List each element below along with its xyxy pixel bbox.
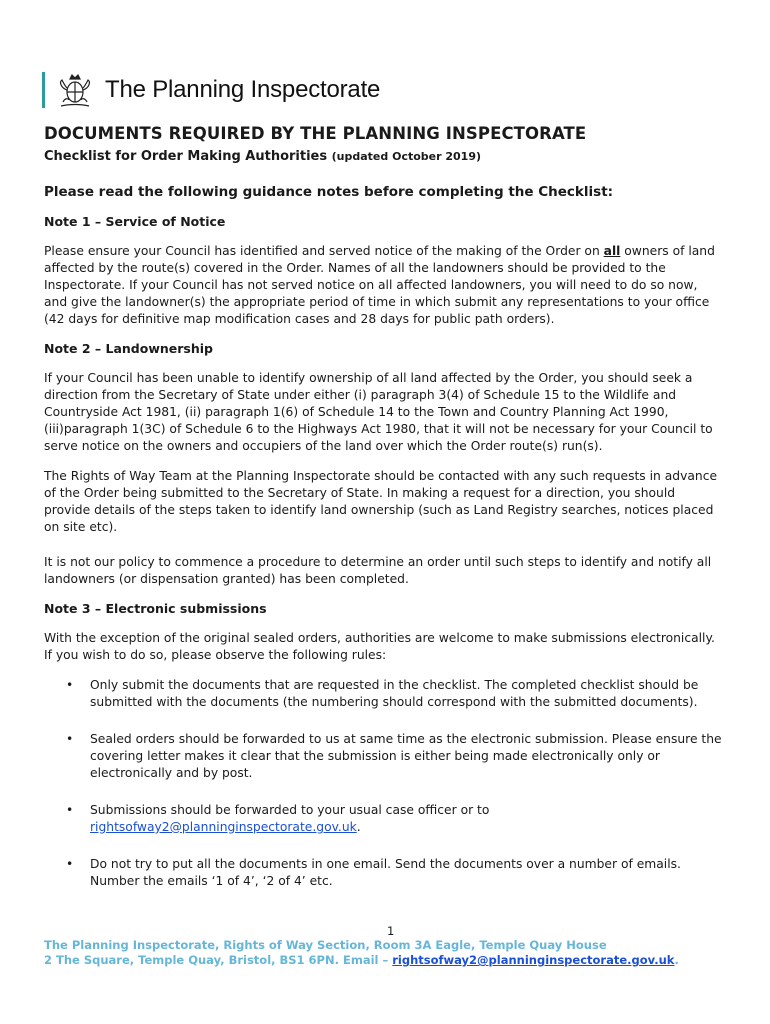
- note1-emphasis: all: [603, 244, 621, 258]
- note1-paragraph: [44, 243, 724, 328]
- rule-text: Submissions should be forwarded to your usual case officer or to: [90, 803, 490, 817]
- footer-address-text: 2 The Square, Temple Quay, Bristol, BS1 6PN. Email –: [44, 953, 393, 967]
- footer-line-end: .: [674, 953, 679, 967]
- bullet-icon: •: [66, 732, 74, 746]
- rule-text: Sealed orders should be forwarded to us at same time as the electronic submission. Please ensure the covering letter makes it clear that the submission is either being made electronically only or electronically and by post.: [90, 732, 722, 780]
- logo-accent-bar: [42, 72, 45, 108]
- note2-paragraph-1: If your Council has been unable to identify ownership of all land affected by the Order, you should seek a direction from the Secretary of State under either (i) paragraph 3(4) of Schedule 15 to the Wildlife and Countryside Act 1981, (ii) paragraph 1(6) of Schedule 14 to the Town and Country Planning Act 1990, (iii)paragraph 1(3C) of Schedule 6 to the Highways Act 1980, that it will not be necessary for your Council to serve notice on the owners and occupiers of the land over which the Order route(s) run(s).: [44, 371, 713, 453]
- note3-heading: Note 3 – Electronic submissions: [44, 601, 267, 616]
- note1-text-a: Please ensure your Council has identified and served notice of the making of the Order on: [44, 244, 604, 258]
- note2-paragraph-3: It is not our policy to commence a procedure to determine an order until such steps to identify and notify all landowners (or dispensation granted) has been completed.: [44, 555, 712, 586]
- rule-text: Do not try to put all the documents in one email. Send the documents over a number of emails. Number the emails ‘1 of 4’, ‘2 of 4’ etc.: [90, 857, 681, 888]
- note2-paragraph-2: The Rights of Way Team at the Planning Inspectorate should be contacted with any such requests in advance of the Order being submitted to the Secretary of State. In making a request for a direction, you should provide details of the steps taken to identify land ownership (such as Land Registry searches, notices placed on site etc).: [44, 469, 718, 534]
- note2-heading: Note 2 – Landownership: [44, 341, 214, 356]
- list-item: [44, 677, 724, 711]
- royal-crest-icon: [53, 70, 97, 110]
- document-body: [44, 120, 724, 910]
- page-number: 1: [387, 924, 395, 938]
- document-subtitle: [44, 149, 724, 164]
- footer-address-line-1: The Planning Inspectorate, Rights of Way Section, Room 3A Eagle, Temple Quay House: [44, 938, 607, 952]
- bullet-icon: •: [66, 857, 74, 871]
- list-item: [44, 731, 724, 782]
- rules-list: [44, 677, 724, 890]
- footer-email-link[interactable]: rightsofway2@planninginspectorate.gov.uk: [392, 953, 675, 967]
- footer: [44, 938, 679, 968]
- logo: [42, 72, 380, 108]
- org-name: The Planning Inspectorate: [105, 76, 381, 103]
- document-title: DOCUMENTS REQUIRED BY THE PLANNING INSPECTORATE: [44, 124, 587, 143]
- note1-text-b: owners of land affected by the route(s) covered in the Order. Names of all the landowners should be provided to the Inspectorate. If your Council has not served notice on all affected landowners, you will need to do so now, and give the landowner(s) the appropriate period of time in which submit any representations to your office (42 days for definitive map modification cases and 28 days for public path orders).: [44, 244, 715, 326]
- updated-date: (updated October 2019): [331, 150, 482, 163]
- bullet-icon: •: [66, 678, 74, 692]
- list-item: [44, 856, 724, 890]
- guidance-heading: Please read the following guidance notes before completing the Checklist:: [44, 184, 614, 200]
- subtitle-text: Checklist for Order Making Authorities: [44, 149, 328, 164]
- rule-text: Only submit the documents that are requested in the checklist. The completed checklist should be submitted with the documents (the numbering should correspond with the submitted documents).: [90, 678, 699, 709]
- list-item: [44, 802, 724, 836]
- note1-heading: Note 1 – Service of Notice: [44, 214, 226, 229]
- email-link[interactable]: rightsofway2@planninginspectorate.gov.uk: [90, 820, 357, 834]
- bullet-icon: •: [66, 803, 74, 817]
- rule-text-end: .: [356, 820, 361, 834]
- footer-address-line-2: [44, 953, 679, 968]
- note3-intro: With the exception of the original sealed orders, authorities are welcome to make submissions electronically. If you wish to do so, please observe the following rules:: [44, 631, 715, 662]
